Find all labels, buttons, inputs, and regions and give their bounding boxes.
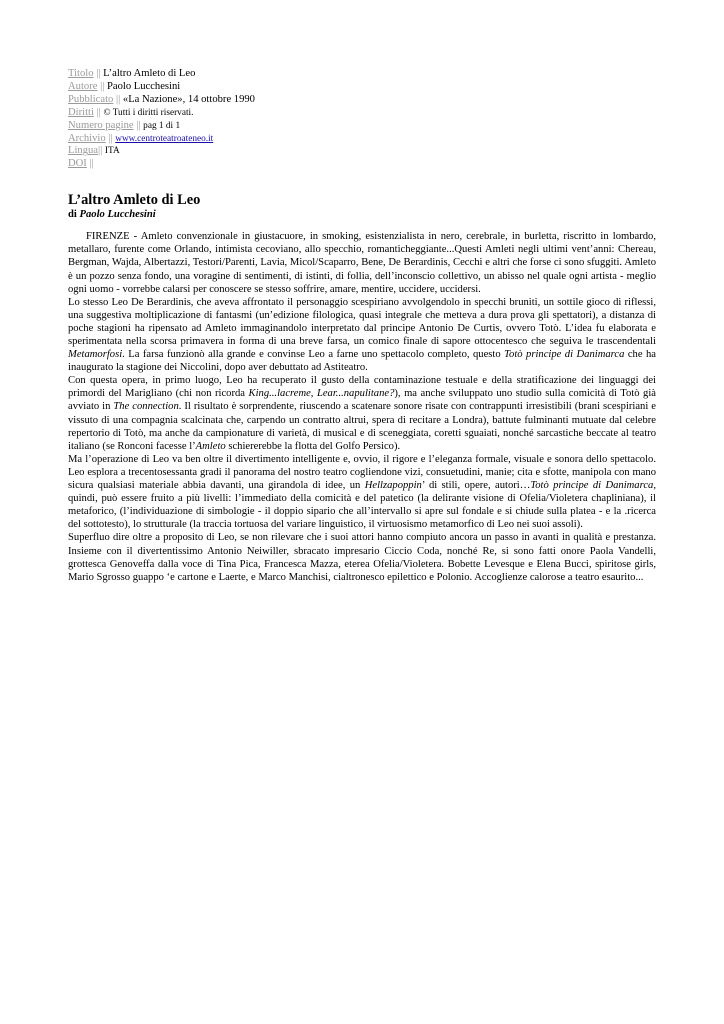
meta-rights-value: © Tutti i diritti riservati. [103, 107, 194, 118]
meta-separator: || [89, 158, 94, 170]
meta-separator: || [136, 119, 141, 131]
meta-title-row [68, 68, 656, 81]
meta-separator: || [115, 93, 121, 105]
meta-published-key[interactable]: Pubblicato [68, 93, 114, 105]
meta-language-value: ITA [104, 146, 120, 157]
meta-published-row [68, 94, 656, 107]
meta-author-key[interactable]: Autore [68, 80, 98, 92]
meta-title-value: L’altro Amleto di Leo [103, 68, 196, 79]
meta-doi-row [68, 158, 656, 171]
meta-archive-key[interactable]: Archivio [68, 132, 106, 144]
document-page [68, 68, 656, 584]
meta-separator: || [98, 145, 103, 157]
meta-pages-value: pag 1 di 1 [143, 120, 181, 131]
article-author: Paolo Lucchesini [79, 209, 156, 221]
meta-rights-row [68, 107, 656, 120]
paragraph-2: Lo stesso Leo De Berardinis, che aveva affrontato il personaggio scespiriano avvolgendolo in specchi bruniti, un sottile gioco di riflessi, una suggestiva moltiplicazione di fantasmi (un’edizione filologica, quasi integrale che metteva a dura prova gli spettatori), a distanza di poche stagioni ha ripensato ad Amleto immaginandolo interpretato dal principe Antonio De Curtis, ovvero Totò. L’idea fu elaborata e sperimentata nella scorsa primavera in forma di una breve farsa, un comico finale di sapore ottocentesco che seguiva le trascendentali Metamorfosi. La farsa funzionò alla grande e convinse Leo a farne uno spettacolo completo, questo Totò principe di Danimarca che ha inaugurato la stagione dei Niccolini, dopo aver debuttato ad Astiteatro. [68, 296, 656, 374]
article-title: L’altro Amleto di Leo [68, 192, 201, 209]
meta-archive-row [68, 133, 656, 146]
meta-separator: || [100, 80, 105, 92]
meta-title-key[interactable]: Titolo [68, 68, 94, 79]
article-body [68, 230, 656, 584]
meta-doi-key[interactable]: DOI [68, 158, 87, 170]
meta-rights-key[interactable]: Diritti [68, 106, 94, 118]
paragraph-4: Ma l’operazione di Leo va ben oltre il divertimento intelligente e, ovvio, il rigore e l’eleganza formale, visuale e sonora dello spettacolo. Leo esplora a trecentosessanta gradi il panorama del nostro teatro cogliendone vizi, consuetudini, manie; cita e sfotte, manipola con mano sicura qualsiasi materiale abbia davanti, una girandola di idee, un Hellzapoppin’ di stili, opere, autori…Totò principe di Danimarca, quindi, può essere fruito a più livelli: l’immediato della comicità e del patetico (la delirante visione di Ofelia/Violetera chapliniana), il metaforico, (l’individuazione di simbologie - il doppio sipario che all’intervallo si apre sul fondale e si chiude sulla platea - e la .ricerca del sottotesto), lo strutturale (la traccia tortuosa del variare linguistico, il virtuosismo metamorfico di Leo nei suoi assoli). [68, 453, 656, 531]
meta-language-row [68, 145, 656, 158]
meta-separator: || [96, 68, 101, 79]
meta-separator: || [108, 132, 113, 144]
meta-author-row [68, 81, 656, 94]
meta-language-key[interactable]: Lingua [68, 145, 99, 157]
paragraph-5: Superfluo dire oltre a proposito di Leo, se non rilevare che i suoi attori hanno compiuto ancora un passo in avanti in qualità e prestanza. Insieme con il divertentissimo Antonio Neiwiller, sbracato impresario Ciccio Coda, nonché Re, si sono fatti onore Paola Vandelli, grottesca Genoveffa dalla voce di Tina Pica, Francesca Mazza, eterea Ofelia/Violetera. Bobette Levesque e Elena Bucci, spiritose girls, Mario Sgrosso guappo ‘e cartone e Laerte, e Marco Manchisi, cialtronesco epilettico e Polonio. Accoglienze calorose a teatro esaurito... [68, 532, 656, 583]
paragraph-1: FIRENZE - Amleto convenzionale in giustacuore, in smoking, esistenzialista in nero, cerebrale, in burletta, riscritto in lombardo, metallaro, furente come Orlando, intimista cecoviano, allo specchio, romanticheggiante...Questi Amleti negli ultimi vent’anni: Chereau, Bergman, Wajda, Albertazzi, Testori/Parenti, Lavia, Micol/Scaparro, Bene, De Berardinis, Cecchi e altri che forse ci sono sfuggiti. Amleto è un pozzo senza fondo, una voragine di sentimenti, di istinti, di follia, dell’inconscio collettivo, un abisso nel quale ogni artista - meglio ogni uomo - vorrebbe calarsi per conoscere se stesso soffrire, amare, mentire, uccidere, uccidersi. [68, 231, 656, 295]
meta-pages-key[interactable]: Numero pagine [68, 119, 134, 131]
meta-pages-row [68, 120, 656, 133]
meta-archive-link[interactable]: www.centroteatroateneo.it [115, 133, 214, 144]
meta-separator: || [96, 106, 101, 118]
metadata-block [68, 68, 656, 171]
meta-author-value: Paolo Lucchesini [106, 80, 181, 92]
article-byline: di Paolo Lucchesini [68, 209, 156, 221]
paragraph-3: Con questa opera, in primo luogo, Leo ha recuperato il gusto della contaminazione testuale e della stratificazione dei linguaggi dei primordi del Marigliano (chi non ricorda King...lacreme, Lear...napulitane?), ma anche sviluppato uno studio sulla comicità di Totò già avviato in The connection. Il risultato è sorprendente, riuscendo a scatenare sonore risate con contrappunti irresistibili (brani scespiriani e vissuto di una compagnia scalcinata che, carpendo un contratto altrui, spera di recitare a Londra), battute fulminanti mutuate dal celebre repertorio di Totò, ma anche da campionature di varietà, di musical e di sceneggiata, coretti sguaiati, nonché sarcastiche beccate al teatro italiano (se Ronconi facesse l’Amleto schiererebbe la flotta del Golfo Persico). [68, 375, 656, 452]
meta-published-value: «La Nazione», 14 ottobre 1990 [122, 93, 255, 105]
